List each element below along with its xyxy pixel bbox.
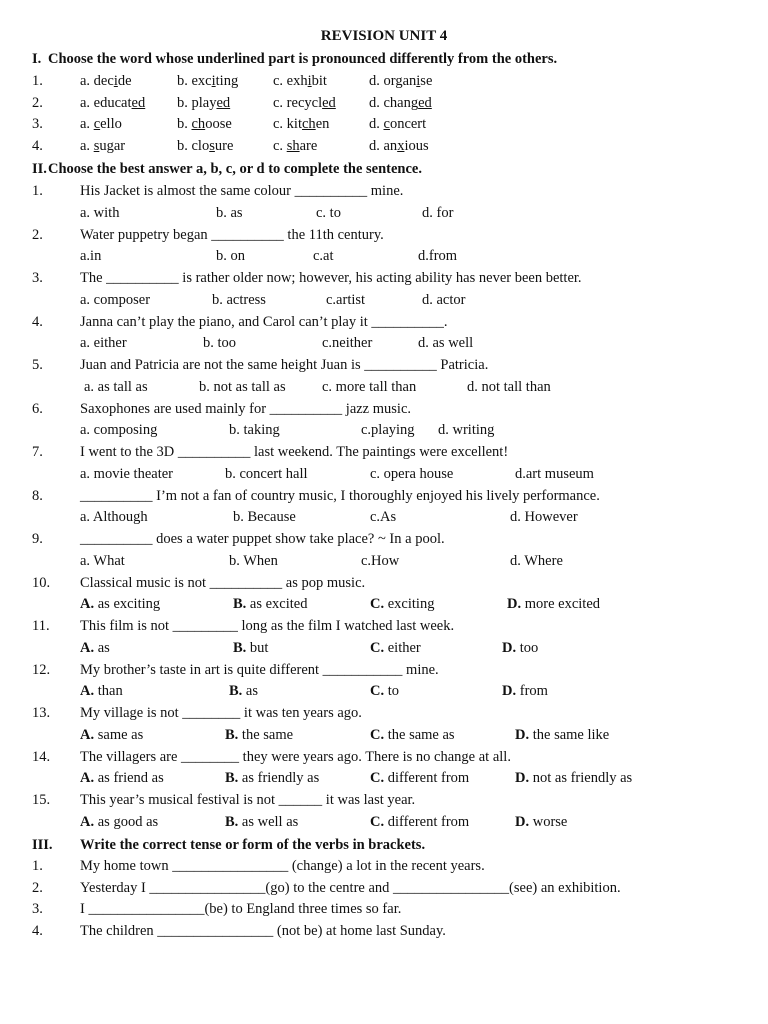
answer-option[interactable]: b. taking	[229, 422, 280, 438]
question-number: 14.	[32, 748, 51, 765]
section-number: II.	[32, 161, 47, 177]
answer-option[interactable]: b. not as tall as	[199, 378, 286, 395]
options-row	[0, 419, 768, 441]
option-letter: C.	[370, 683, 385, 699]
option-text: as good as	[94, 813, 159, 830]
options-row	[0, 245, 768, 267]
underlined-part: s	[93, 138, 100, 155]
option-text: the same as	[384, 726, 455, 743]
answer-option[interactable]: a. as tall as	[84, 378, 148, 395]
question-number: 13.	[32, 705, 51, 721]
question-number: 12.	[32, 661, 51, 678]
option-letter: B.	[225, 726, 239, 743]
underlined-part: s	[209, 138, 215, 155]
question-row	[0, 224, 768, 246]
section-heading: Choose the best answer a, b, c, or d to complete the sentence.	[48, 161, 422, 177]
answer-option[interactable]: c.How	[361, 552, 400, 569]
option-letter: D.	[515, 813, 530, 830]
underlined-part: ed	[131, 94, 146, 111]
question-number: 2.	[32, 226, 43, 243]
option-letter: B.	[233, 639, 247, 656]
option-suffix: se	[420, 73, 433, 89]
underlined-part: i	[307, 73, 312, 89]
page-title: REVISION UNIT 4	[320, 28, 448, 44]
option-letter: D.	[502, 683, 517, 699]
question-number: 10.	[32, 574, 51, 591]
option-text: as	[94, 639, 110, 656]
option-letter: D.	[507, 596, 522, 612]
option-letter: A.	[80, 639, 95, 656]
option-prefix: b.	[177, 116, 192, 133]
answer-option[interactable]: c.As	[370, 509, 397, 525]
answer-option[interactable]: c.at	[313, 248, 334, 264]
question-number: 8.	[32, 487, 43, 504]
question-number: 4.	[32, 313, 43, 330]
option-text: different from	[384, 770, 470, 786]
option-letter: C.	[370, 726, 385, 743]
option-text: from	[516, 683, 548, 699]
option-text: as friendly as	[238, 770, 320, 786]
answer-option[interactable]	[369, 113, 426, 135]
option-text: same as	[94, 726, 144, 743]
question-row	[0, 789, 768, 811]
answer-option[interactable]: c. opera house	[370, 465, 454, 482]
answer-option[interactable]: d. not tall than	[467, 378, 551, 395]
section-number: III.	[32, 837, 53, 853]
options-row	[0, 550, 768, 572]
option-prefix: a. educat	[80, 94, 132, 111]
question-row	[0, 528, 768, 550]
option-letter: B.	[233, 596, 247, 612]
answer-option[interactable]	[515, 767, 632, 789]
answer-option[interactable]	[273, 92, 336, 114]
section2-header	[0, 158, 768, 180]
option-prefix: b. clo	[177, 138, 210, 155]
answer-option[interactable]	[370, 724, 455, 746]
options-row	[0, 506, 768, 528]
option-letter: B.	[225, 770, 239, 786]
question-number: 7.	[32, 444, 43, 460]
section-heading: Write the correct tense or form of the verbs in brackets.	[80, 837, 426, 853]
option-letter: C.	[370, 639, 385, 656]
question-row	[0, 659, 768, 681]
underlined-part: i	[211, 73, 216, 89]
answer-option[interactable]: c.artist	[326, 291, 366, 308]
question-number: 1.	[32, 183, 43, 199]
answer-option[interactable]	[177, 135, 233, 157]
option-letter: B.	[229, 683, 243, 699]
underlined-part: ed	[418, 94, 432, 111]
answer-option[interactable]	[229, 680, 258, 702]
question-row	[0, 485, 768, 507]
question-number: 5.	[32, 357, 43, 373]
answer-option[interactable]	[80, 593, 160, 615]
option-letter: C.	[370, 813, 385, 830]
answer-option[interactable]: c. to	[316, 204, 341, 221]
options-row	[0, 376, 768, 398]
option-letter: A.	[80, 813, 95, 830]
underlined-part: i	[113, 73, 118, 89]
verb-exercise-row	[0, 855, 768, 877]
question-text: __________ does a water puppet show take place? ~ In a pool.	[80, 531, 445, 547]
answer-option[interactable]	[80, 811, 158, 833]
option-suffix: en	[315, 116, 330, 133]
answer-option[interactable]	[273, 135, 317, 157]
option-text: as exciting	[94, 596, 161, 612]
question-number: 2.	[32, 879, 43, 896]
section3-header	[0, 834, 768, 856]
question-text: The villagers are ________ they were years ago. There is no change at all.	[80, 748, 511, 765]
option-text: worse	[529, 813, 568, 830]
question-number: 6.	[32, 400, 43, 417]
option-text: different from	[384, 813, 470, 830]
underlined-part: ch	[302, 116, 316, 133]
option-letter: D.	[515, 726, 530, 743]
underlined-part: c	[93, 116, 101, 133]
option-suffix: oncert	[389, 116, 427, 133]
answer-option[interactable]: c. more tall than	[322, 378, 417, 395]
answer-option[interactable]: b. concert hall	[225, 465, 308, 482]
option-prefix: c. recycl	[273, 94, 323, 111]
option-text: not as friendly as	[529, 770, 633, 786]
option-text: as	[242, 683, 259, 699]
answer-option[interactable]: b. Because	[233, 509, 296, 525]
question-row	[0, 702, 768, 724]
question-row	[0, 354, 768, 376]
option-letter: A.	[80, 726, 95, 743]
question-text: Yesterday I ________________(go) to the centre and ________________(see) an exhibition.	[80, 879, 621, 896]
option-prefix: d. organ	[369, 73, 417, 89]
answer-option[interactable]	[369, 135, 429, 157]
question-text: This film is not _________ long as the film I watched last week.	[80, 618, 455, 634]
option-prefix: b. exc	[177, 73, 212, 89]
options-row	[0, 289, 768, 311]
underlined-part: i	[416, 73, 421, 89]
question-number: 4.	[32, 923, 43, 940]
answer-option[interactable]	[515, 811, 567, 833]
question-row	[0, 180, 768, 202]
options-row	[0, 593, 768, 615]
answer-option[interactable]	[233, 637, 268, 659]
question-text: My village is not ________ it was ten years ago.	[80, 705, 362, 721]
answer-option[interactable]: d. Where	[510, 552, 563, 569]
question-row	[0, 267, 768, 289]
answer-option[interactable]	[370, 593, 434, 615]
question-number: 4.	[32, 138, 43, 155]
option-letter: A.	[80, 770, 95, 786]
answer-option[interactable]	[515, 724, 609, 746]
answer-option[interactable]: a. What	[80, 552, 125, 569]
answer-option[interactable]	[225, 767, 319, 789]
question-text: Classical music is not __________ as pop music.	[80, 574, 366, 591]
option-prefix: b. play	[177, 94, 217, 111]
verb-exercise-row	[0, 920, 768, 942]
question-row	[0, 311, 768, 333]
question-number: 1.	[32, 858, 43, 874]
answer-option[interactable]	[177, 70, 238, 92]
question-number: 15.	[32, 792, 51, 808]
answer-option[interactable]	[370, 637, 421, 659]
question-number: 9.	[32, 531, 43, 547]
option-prefix: c. exh	[273, 73, 308, 89]
option-suffix: ure	[214, 138, 234, 155]
option-suffix: ugar	[99, 138, 126, 155]
answer-option[interactable]	[369, 70, 432, 92]
question-text: I ________________(be) to England three times so far.	[80, 901, 402, 918]
option-prefix: d. an	[369, 138, 398, 155]
question-number: 2.	[32, 94, 43, 111]
option-suffix: oose	[205, 116, 232, 133]
question-text: Janna can’t play the piano, and Carol can’t play it __________.	[80, 313, 448, 330]
verb-exercise-row	[0, 898, 768, 920]
answer-option[interactable]	[507, 593, 600, 615]
option-letter: C.	[370, 596, 385, 612]
question-row	[0, 615, 768, 637]
answer-option[interactable]	[502, 680, 548, 702]
answer-option[interactable]	[80, 70, 132, 92]
answer-option[interactable]	[233, 593, 308, 615]
answer-option[interactable]	[80, 767, 164, 789]
option-prefix: a.	[80, 116, 94, 133]
options-row	[0, 463, 768, 485]
answer-option[interactable]: a. composer	[80, 291, 151, 308]
option-text: as excited	[246, 596, 308, 612]
answer-option[interactable]: a. composing	[80, 422, 158, 438]
option-suffix: bit	[311, 73, 327, 89]
answer-option[interactable]: d.art museum	[515, 465, 594, 482]
options-row	[0, 811, 768, 833]
question-text: The children ________________ (not be) at home last Sunday.	[80, 923, 446, 940]
question-row	[0, 441, 768, 463]
answer-option[interactable]	[369, 92, 432, 114]
options-row	[0, 637, 768, 659]
option-text: the same like	[529, 726, 610, 743]
underlined-part: x	[397, 138, 405, 155]
option-text: as friend as	[94, 770, 164, 786]
answer-option[interactable]: d. writing	[438, 422, 495, 438]
underlined-part: ch	[191, 116, 206, 133]
options-row	[0, 202, 768, 224]
answer-option[interactable]	[80, 135, 125, 157]
answer-option[interactable]	[370, 680, 399, 702]
option-text: more excited	[521, 596, 601, 612]
answer-option[interactable]	[177, 113, 232, 135]
answer-option[interactable]: c.neither	[322, 335, 373, 351]
question-text: His Jacket is almost the same colour __________ mine.	[80, 183, 404, 199]
answer-option[interactable]	[225, 724, 293, 746]
answer-option[interactable]	[80, 113, 122, 135]
verb-exercise-row	[0, 877, 768, 899]
underlined-part: ed	[216, 94, 231, 111]
answer-option[interactable]	[273, 113, 329, 135]
question-text: Juan and Patricia are not the same height Juan is __________ Patricia.	[80, 357, 489, 373]
option-suffix: ello	[100, 116, 122, 133]
options-row	[0, 680, 768, 702]
question-row	[0, 398, 768, 420]
option-text: too	[516, 639, 539, 656]
answer-option[interactable]: a. either	[80, 335, 127, 351]
answer-option[interactable]: b. as	[216, 204, 243, 221]
question-text: Saxophones are used mainly for __________ jazz music.	[80, 400, 412, 417]
answer-option[interactable]: d. actor	[422, 291, 466, 308]
question-number: 3.	[32, 116, 43, 133]
option-letter: A.	[80, 596, 95, 612]
question-number: 11.	[32, 618, 50, 634]
answer-option[interactable]	[80, 637, 110, 659]
option-letter: B.	[225, 813, 239, 830]
question-row	[0, 572, 768, 594]
question-number: 3.	[32, 270, 43, 286]
option-prefix: c.	[273, 138, 287, 155]
pronunciation-row	[0, 70, 768, 92]
question-text: Water puppetry began __________ the 11th century.	[80, 226, 384, 243]
options-row	[0, 724, 768, 746]
section1-header	[0, 48, 768, 70]
answer-option[interactable]: b. too	[203, 335, 237, 351]
pronunciation-row	[0, 113, 768, 135]
option-suffix: ious	[404, 138, 429, 155]
option-letter: D.	[502, 639, 517, 656]
option-text: than	[94, 683, 123, 699]
underlined-part: ed	[322, 94, 336, 111]
question-row	[0, 746, 768, 768]
answer-option[interactable]	[80, 724, 143, 746]
answer-option[interactable]: a. Although	[80, 509, 148, 525]
option-text: but	[246, 639, 269, 656]
question-number: 3.	[32, 901, 43, 918]
option-letter: C.	[370, 770, 385, 786]
answer-option[interactable]: d. as well	[418, 335, 474, 351]
question-text: My home town ________________ (change) a lot in the recent years.	[80, 858, 485, 874]
option-suffix: are	[299, 138, 318, 155]
pronunciation-row	[0, 92, 768, 114]
section-heading: Choose the word whose underlined part is pronounced differently from the others.	[48, 51, 558, 67]
option-text: exciting	[384, 596, 435, 612]
answer-option[interactable]: a.in	[80, 248, 102, 264]
answer-option[interactable]	[502, 637, 538, 659]
answer-option[interactable]: a. with	[80, 204, 120, 221]
answer-option[interactable]: b. When	[229, 552, 278, 569]
pronunciation-row	[0, 135, 768, 157]
answer-option[interactable]	[80, 92, 145, 114]
answer-option[interactable]: a. movie theater	[80, 465, 173, 482]
answer-option[interactable]: d. However	[510, 509, 578, 525]
options-row	[0, 767, 768, 789]
option-suffix: ting	[215, 73, 239, 89]
option-prefix: d.	[369, 116, 384, 133]
answer-option[interactable]	[225, 811, 298, 833]
question-text: I went to the 3D __________ last weekend. The paintings were excellent!	[80, 444, 509, 460]
answer-option[interactable]: b. on	[216, 248, 245, 264]
option-text: as well as	[238, 813, 299, 830]
answer-option[interactable]	[177, 92, 230, 114]
option-prefix: c. kit	[273, 116, 302, 133]
question-number: 1.	[32, 73, 43, 89]
answer-option[interactable]: d. for	[422, 204, 454, 221]
underlined-part: c	[383, 116, 390, 133]
underlined-part: sh	[286, 138, 300, 155]
option-letter: D.	[515, 770, 530, 786]
option-prefix: a.	[80, 138, 94, 155]
option-letter: A.	[80, 683, 95, 699]
option-text: either	[384, 639, 421, 656]
option-prefix: a. dec	[80, 73, 114, 89]
answer-option[interactable]	[80, 680, 123, 702]
options-row	[0, 332, 768, 354]
answer-option[interactable]: c.playing	[361, 422, 415, 438]
answer-option[interactable]: d.from	[418, 248, 458, 264]
option-prefix: d. chang	[369, 94, 419, 111]
question-text: __________ I’m not a fan of country music, I thoroughly enjoyed his lively performance.	[80, 487, 600, 504]
option-text: to	[384, 683, 400, 699]
answer-option[interactable]	[273, 70, 327, 92]
question-text: This year’s musical festival is not ______ it was last year.	[80, 792, 416, 808]
answer-option[interactable]: b. actress	[212, 291, 266, 308]
option-suffix: de	[117, 73, 132, 89]
option-text: the same	[238, 726, 294, 743]
section-number: I.	[32, 51, 42, 67]
answer-option[interactable]	[370, 767, 469, 789]
question-text: The __________ is rather older now; however, his acting ability has never been better.	[80, 270, 582, 286]
answer-option[interactable]	[370, 811, 469, 833]
question-text: My brother’s taste in art is quite different ___________ mine.	[80, 661, 439, 678]
